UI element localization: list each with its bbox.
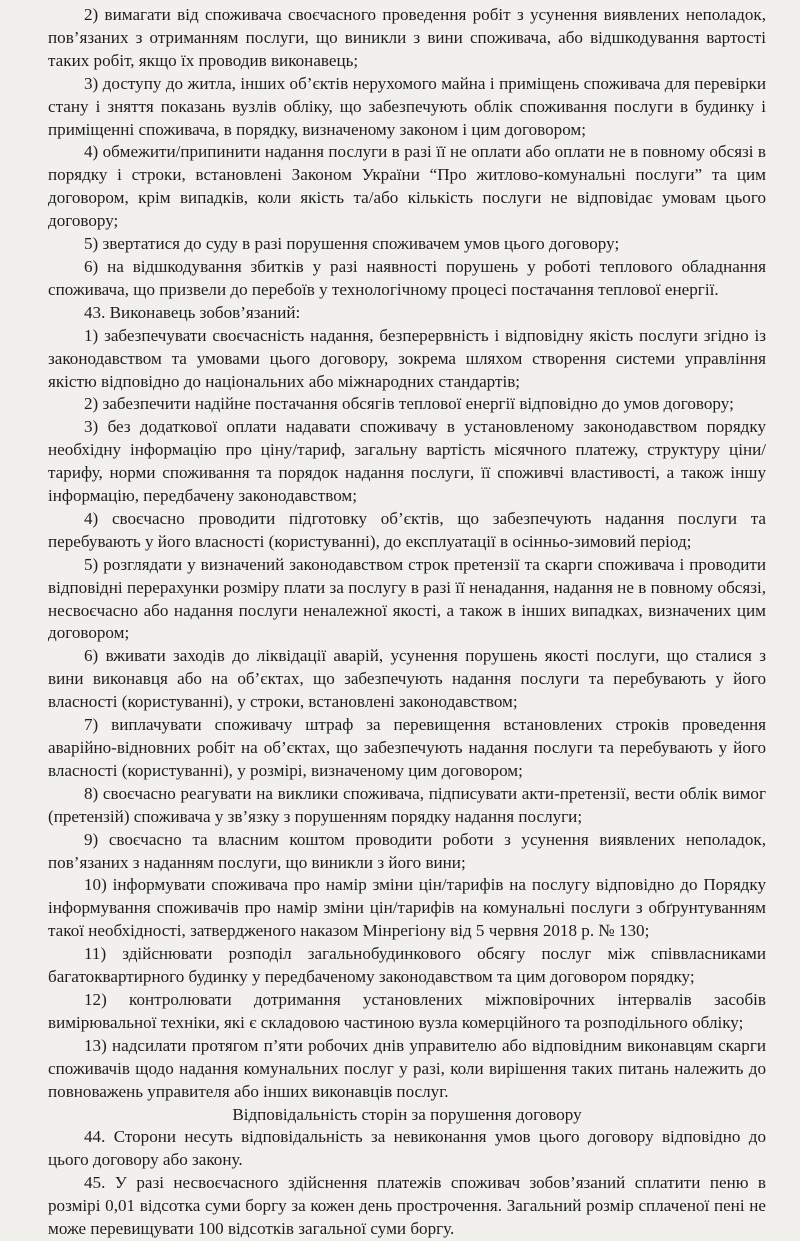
paragraph: 44. Сторони несуть відповідальність за невиконання умов цього договору відповідно до цього договору або закону.: [48, 1127, 766, 1170]
paragraph: 4) обмежити/припинити надання послуги в разі її не оплати або оплати не в повному обсязі в порядку і строки, встановлені Законом України “Про житлово-комунальні послуги” та цим договором, крім випадків, коли якість та/або кількість послуги не відповідає умовам цього договору;: [48, 142, 766, 231]
paragraph: 11) здійснювати розподіл загальнобудинкового обсягу послуг між співвласниками багатоквартирного будинку у передбаченому законодавством та цим договором порядку;: [48, 944, 766, 987]
section-heading: Відповідальність сторін за порушення договору: [232, 1104, 582, 1124]
paragraph: 2) забезпечити надійне постачання обсягів теплової енергії відповідно до умов договору;: [84, 394, 734, 414]
paragraph: 6) на відшкодування збитків у разі наявності порушень у роботі теплового обладнання споживача, що призвели до перебоїв у технологічному процесі постачання теплової енергії.: [48, 256, 766, 299]
paragraph: 6) вживати заходів до ліквідації аварій, усунення порушень якості послуги, що сталися з вини виконавця або на об’єктах, що забезпечують надання послуги та перебувають у його власності (користуванні), у строки, встановлені законодавством;: [48, 646, 766, 712]
paragraph: 7) виплачувати споживачу штраф за перевищення встановлених строків проведення аварійно-відновних робіт на об’єктах, що забезпечують надання послуги та перебувають у його власності (користуванні), у розмірі, визначеному цим договором;: [48, 715, 766, 780]
paragraph: 13) надсилати протягом п’яти робочих днів управителю або відповідним виконавцям скарги споживачів щодо надання комунальних послуг у разі, коли вирішення таких питань належить до повноважень управителя або інших виконавців послуг.: [48, 1035, 766, 1101]
paragraph: 12) контролювати дотримання установлених міжповірочних інтервалів засобів вимірювальної техніки, які є складовою частиною вузла комерційного та розподільного обліку;: [48, 989, 766, 1032]
paragraph: 5) розглядати у визначений законодавством строк претензії та скарги споживача і проводити відповідні перерахунки розміру плати за послугу в разі її ненадання, надання не в повному обсязі, несвоєчасно або надання послуги неналежної якості, а також в інших випадках, визначених цим договором;: [48, 554, 766, 643]
paragraph: 10) інформувати споживача про намір зміни цін/тарифів на послугу відповідно до Порядку інформування споживачів про намір зміни цін/тарифів на комунальні послуги з обґрунтуванням такої необхідності, затвердженого наказом Мінрегіону від 5 червня 2018 р. № 130;: [48, 875, 766, 941]
paragraph: 43. Виконавець зобов’язаний:: [84, 302, 301, 322]
paragraph: 2) вимагати від споживача своєчасного проведення робіт з усунення виявлених неполадок, пов’язаних з отриманням послуги, що виникли з вини споживача, або відшкодування вартості таких робіт, якщо їх проводив виконавець;: [48, 5, 766, 70]
paragraph: 8) своєчасно реагувати на виклики споживача, підписувати акти-претензії, вести облік вимог (претензій) споживача у зв’язку з порушенням порядку надання послуги;: [48, 783, 766, 826]
paragraph: 5) звертатися до суду в разі порушення споживачем умов цього договору;: [84, 234, 620, 254]
paragraph: 1) забезпечувати своєчасність надання, безперервність і відповідну якість послуги згідно із законодавством та умовами цього договору, зокрема шляхом створення системи управління якістю відповідно до національних або міжнародних стандартів;: [48, 325, 766, 391]
paragraph: 3) без додаткової оплати надавати споживачу в установленому законодавством порядку необхідну інформацію про ціну/тариф, загальну вартість місячного платежу, структуру ціни/тарифу, норми споживання та порядок надання послуги, її споживчі властивості, а також іншу інформацію, передбачену законодавством;: [48, 417, 766, 506]
paragraph: 45. У разі несвоєчасного здійснення платежів споживач зобов’язаний сплатити пеню в розмірі 0,01 відсотка суми боргу за кожен день прострочення. Загальний розмір сплаченої пені не може перевищувати 100 відсотків загальної суми боргу.: [48, 1173, 766, 1239]
paragraph: 9) своєчасно та власним коштом проводити роботи з усунення виявлених неполадок, пов’язаних з наданням послуги, що виникли з його вини;: [48, 829, 766, 872]
paragraph: 4) своєчасно проводити підготовку об’єктів, що забезпечують надання послуги та перебувають у його власності (користуванні), до експлуатації в осінньо-зимовий період;: [48, 508, 766, 551]
paragraph: 3) доступу до житла, інших об’єктів нерухомого майна і приміщень споживача для перевірки стану і зняття показань вузлів обліку, що забезпечують облік споживання послуги в будинку і приміщенні споживача, в порядку, визначеному законом і цим договором;: [48, 73, 766, 139]
